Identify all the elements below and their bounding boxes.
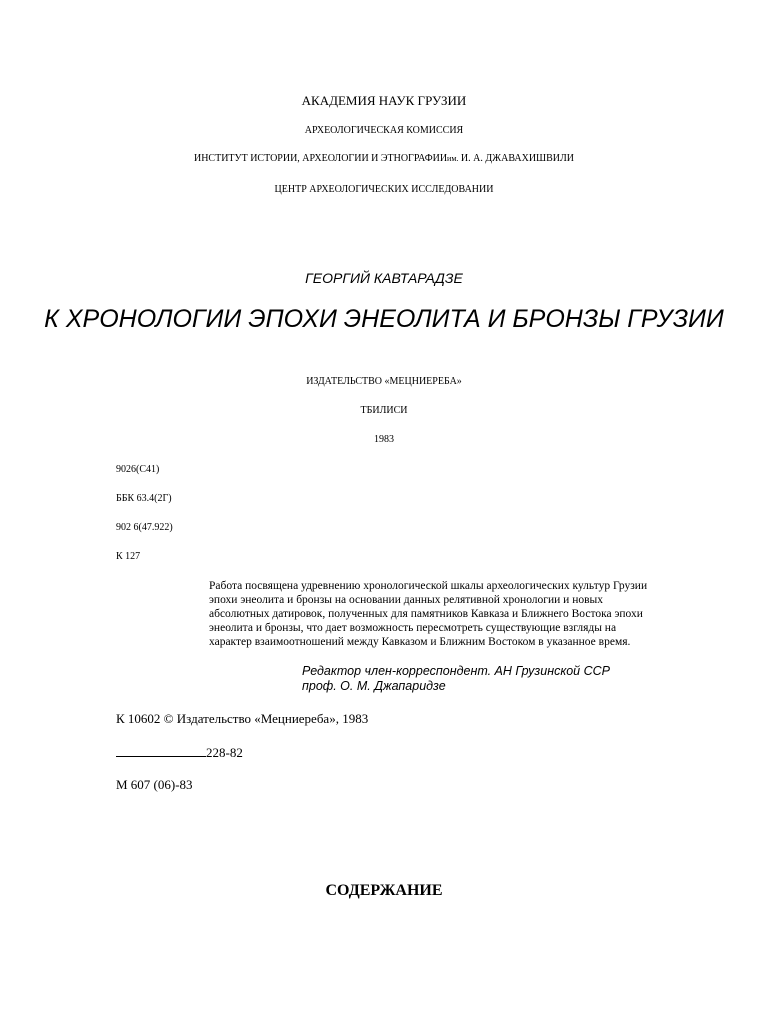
editor-line-2: проф. О. М. Джапаридзе — [302, 679, 446, 693]
contents-heading: СОДЕРЖАНИЕ — [325, 882, 443, 899]
publisher-name: ИЗДАТЕЛЬСТВО «МЕЦНИЕРЕБА» — [306, 376, 462, 387]
editor-line-1: Редактор член-корреспондент. АН Грузинской ССР — [302, 664, 610, 678]
center-name: ЦЕНТР АРХЕОЛОГИЧЕСКИХ ИССЛЕДОВАНИИ — [274, 184, 494, 195]
academy-name: АКАДЕМИЯ НАУК ГРУЗИИ — [301, 93, 467, 108]
classification-code: 902 6(47.922) — [116, 522, 173, 533]
institute-im-text: им. — [447, 154, 459, 163]
imprint-number: 228-82 — [206, 745, 243, 760]
author-name: ГЕОРГИЙ КАВТАРАДЗЕ — [305, 270, 463, 286]
imprint-number-line — [116, 744, 243, 761]
institute-main-text: ИНСТИТУТ ИСТОРИИ, АРХЕОЛОГИИ И ЭТНОГРАФИИ — [193, 153, 448, 164]
institute-person-name: И. А. ДЖАВАХИШВИЛИ — [460, 153, 575, 164]
editor-credit — [302, 664, 610, 694]
udk-code: 9026(С41) — [116, 464, 160, 475]
publication-year: 1983 — [374, 434, 394, 445]
book-title: К ХРОНОЛОГИИ ЭПОХИ ЭНЕОЛИТА И БРОНЗЫ ГРУЗИИ — [44, 305, 724, 333]
city-name: ТБИЛИСИ — [360, 405, 408, 416]
abstract-text: Работа посвящена удревнению хронологической шкалы археологических культур Грузии эпохи энеолита и бронзы на основании данных релятивной хронологии и новых абсолютных датировок, полученных для памятников Кавказа и Ближнего Востока эпохи энеолита и бронзы, что дает возможность пересмотреть существующие взгляды на характер взаимоотношений между Кавказом и Ближним Востоком в указанное время. — [209, 580, 648, 648]
bbk-code: ББК 63.4(2Г) — [116, 493, 172, 504]
commission-name: АРХЕОЛОГИЧЕСКАЯ КОМИССИЯ — [304, 125, 464, 136]
author-mark-code: К 127 — [116, 551, 141, 562]
institute-name — [0, 153, 768, 164]
copyright-line: К 10602 © Издательство «Мецниереба», 1983 — [116, 711, 369, 726]
imprint-m-code: М 607 (06)-83 — [116, 777, 193, 792]
underline-blank — [116, 744, 206, 757]
